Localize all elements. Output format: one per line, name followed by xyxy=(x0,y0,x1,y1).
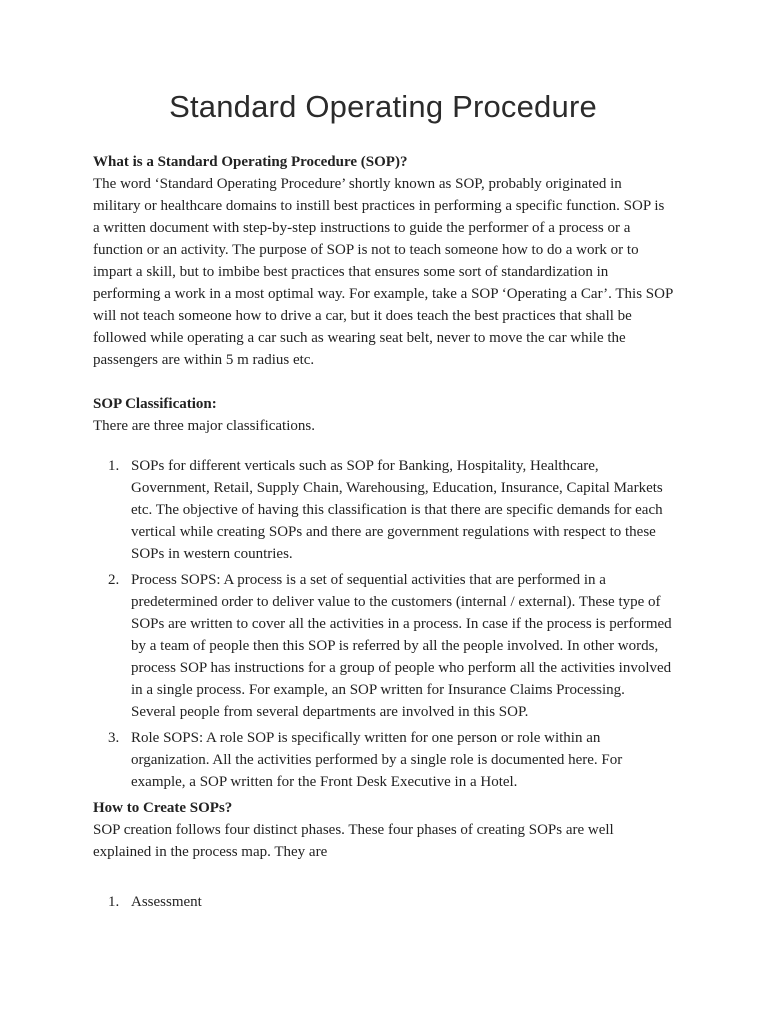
heading-sop-classification: SOP Classification: xyxy=(93,396,217,412)
paragraph-classification-intro: There are three major classifications. xyxy=(93,418,315,434)
paragraph-what-is-sop: The word ‘Standard Operating Procedure’ shortly known as SOP, probably originated in military or healthcare domains to instill best practices in performing a specific function. SOP is a written document with step-by-step instructions to guide the performer of a process or a function or an activity. The purpose of SOP is not to teach someone how to do a work or to impart a skill, but to imbibe best practices that ensures some sort of standardization in performing a work in a most optimal way. For example, take a SOP ‘Operating a Car’. This SOP will not teach someone how to drive a car, but it does teach the best practices that shall be followed while operating a car such as wearing seat belt, never to move the car while the passengers are within 5 m radius etc. xyxy=(93,176,673,368)
classification-list xyxy=(93,455,673,793)
list-item-number: 1. xyxy=(108,894,120,910)
list-item-number: 3. xyxy=(108,730,120,746)
list-item-text: SOPs for different verticals such as SOP for Banking, Hospitality, Healthcare, Government, Retail, Supply Chain, Warehousing, Education, Insurance, Capital Markets etc. The objective of having this classification is that there are specific demands for each vertical while creating SOPs and there are government regulations with respect to these SOPs in western countries. xyxy=(131,458,663,562)
document-title: Standard Operating Procedure xyxy=(169,89,597,124)
phases-list xyxy=(93,891,673,913)
list-item-text: Process SOPS: A process is a set of sequential activities that are performed in a predetermined order to deliver value to the customers (internal / external). These type of SOPs are written to cover all the activities in a process. In case if the process is performed by a team of people then this SOP is referred by all the people involved. In other words, process SOP has instructions for a group of people who perform all the activities involved in a single process. For example, an SOP written for Insurance Claims Processing. Several people from several departments are involved in this SOP. xyxy=(131,572,672,720)
list-item-text: Assessment xyxy=(131,894,202,910)
list-item xyxy=(93,727,673,793)
heading-how-to-create: How to Create SOPs? xyxy=(93,800,233,816)
list-item xyxy=(93,455,673,565)
list-item-text: Role SOPS: A role SOP is specifically written for one person or role within an organization. All the activities performed by a single role is documented here. For example, a SOP written for the Front Desk Executive in a Hotel. xyxy=(131,730,623,790)
list-item-number: 2. xyxy=(108,572,120,588)
list-item-number: 1. xyxy=(108,458,120,474)
document-page xyxy=(93,0,673,913)
paragraph-create-intro: SOP creation follows four distinct phases. These four phases of creating SOPs are well explained in the process map. They are xyxy=(93,822,614,860)
heading-what-is-sop: What is a Standard Operating Procedure (SOP)? xyxy=(93,154,408,170)
list-item xyxy=(93,891,673,913)
list-item xyxy=(93,569,673,723)
